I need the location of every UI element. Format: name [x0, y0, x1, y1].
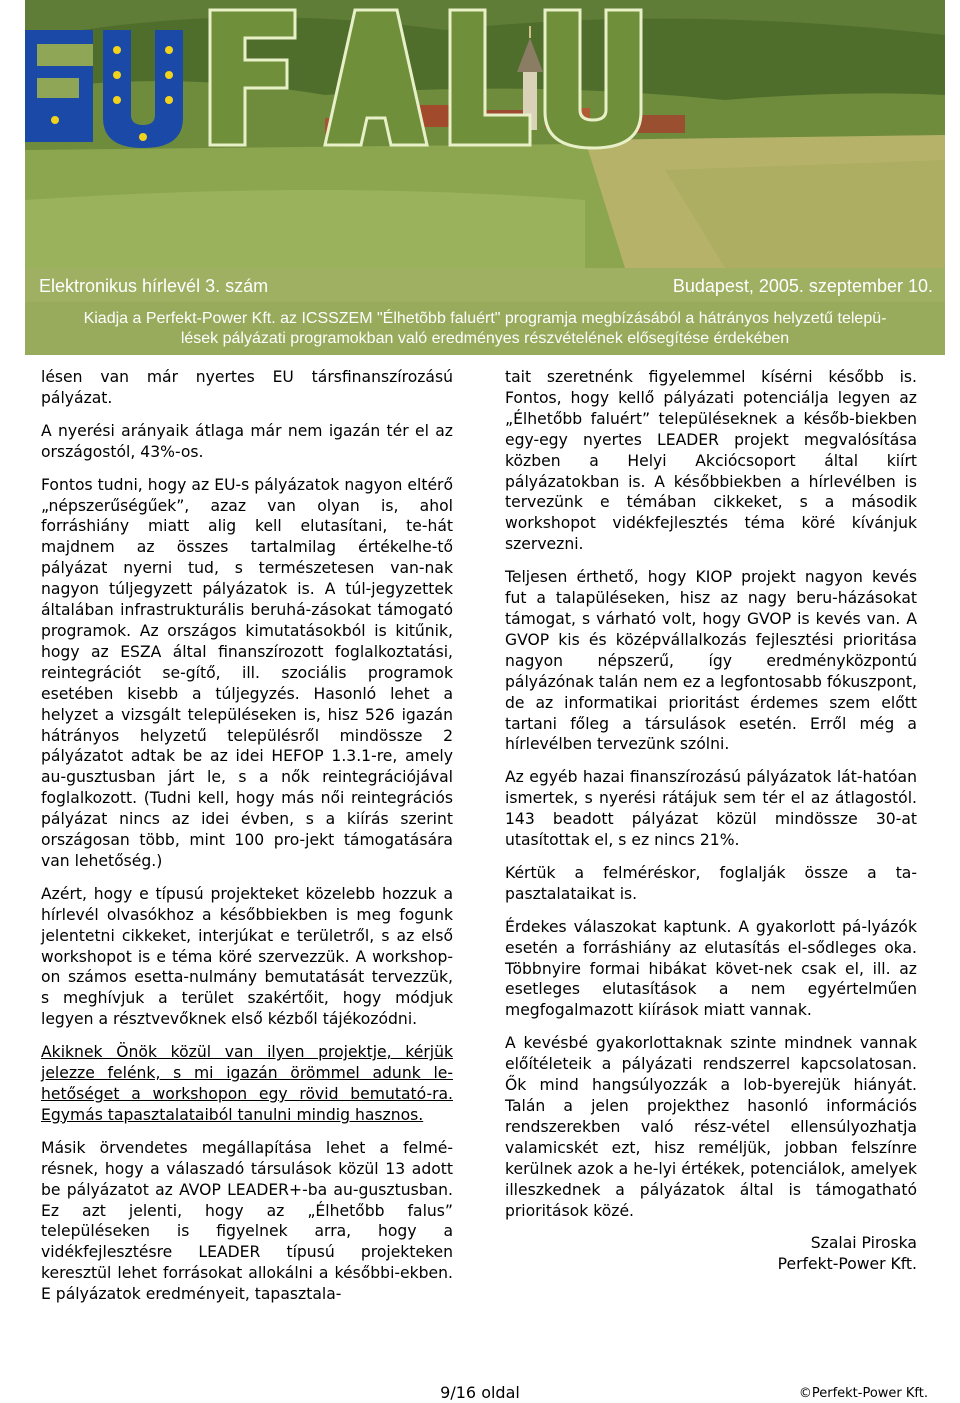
left-column: [41, 367, 453, 1317]
paragraph: Másik örvendetes megállapítása lehet a felmé-résnek, hogy a válaszadó társulások közül 13 adott be pályázatot az AVOP LEADER+-ba au-gusztusban. Ez azt jelenti, hogy az „Élhetőbb falus” településeken is figyelnek arra, hogy a vidékfejlesztésre LEADER típusú projekteken keresztül lehet forrásokat allokálni a későbbi-ekben. E pályázatok eredményeit, tapasztala-: [41, 1138, 453, 1304]
page-number: 9/16 oldal: [440, 1383, 520, 1402]
publisher-line-2: lések pályázati programokban való eredményes részvételének elősegítése érdekében: [180, 330, 790, 347]
workshop-call-paragraph: Akiknek Önök közül van ilyen projektje, kérjük jelezze felénk, s mi igazán örömmel adunk le-hetőséget a workshopon egy rövid bemutató-ra. Egymás tapasztalataiból tanulni mindig hasznos.: [41, 1043, 453, 1124]
right-column: [505, 367, 917, 1275]
author-signature: [505, 1233, 917, 1275]
publisher-line-1: Kiadja a Perfekt-Power Kft. az ICSSZEM "Élhetõbb faluért" programja megbízásából a hátrányos helyzetű telepü-: [83, 310, 887, 327]
copyright-notice: ©Perfekt-Power Kft.: [798, 1386, 928, 1401]
issue-strip: [25, 268, 945, 302]
paragraph: Érdekes válaszokat kaptunk. A gyakorlott pá-lyázók esetén a forráshiány az elutasítás el-sődleges oka. Többnyire formai hibákat követ-nek csak el, ill. az esetleges elutasítások a nem egyértelműen megfogalmazott kiírások miatt vannak.: [505, 917, 917, 1020]
paragraph: A kevésbé gyakorlottaknak szinte mindnek vannak előítéleteik a pályázati rendszerrel kapcsolatosan. Ők mind hangsúlyozzák a lob-byerejük hiányát. Talán a jelen projekthez hasonló információs rendszerekben való rész-vétel ellensúlyozhatja valamicskét ezt, hisz reméljük, jobban felszínre kerülnek azok a he-lyi értékek, potenciálok, amelyek illeszkednek a pályázatok által is támogatható prioritások közé.: [505, 1034, 917, 1220]
paragraph: Fontos tudni, hogy az EU-s pályázatok nagyon eltérő „népszerűségűek”, azaz van olyan is, ahol forráshiány miatt alig kell elutasítani, te-hát majdnem az összes tartalmilag értékelhe-tő pályázat nyerni tud, s természetesen van-nak nagyon túljegyzett pályázatok is. A túl-jegyzettek általában infrastrukturális beruhá-zásokat támogató programok. Az országos kimutatásokból is kitűnik, hogy az ESZA által finanszírozott foglalkoztatási, reintegrációt se-gítő, ill. szociális programok esetében kisebb a túljegyzés. Hasonló lehet a helyzet a vizsgált településeken is, hisz 526 igazán hátrányos helyzetű településről mindössze 2 pályázatot adtak be az idei HEFOP 1.3.1-re, amely au-gusztusban járt le, s a nők reintegrációjával foglalkozott. (Tudni kell, hogy más női reintegrációs pályázat nincs az idei évben, s a kiírás szerint országosan több, mint 100 pro-jekt támogatására van lehetőség.): [41, 475, 453, 870]
author-company: Perfekt-Power Kft.: [777, 1255, 917, 1274]
eu-falu-logo: [25, 0, 675, 150]
author-name: Szalai Piroska: [810, 1234, 917, 1253]
paragraph: Azért, hogy e típusú projekteket közelebb hozzuk a hírlevél olvasókhoz a későbbiekben is meg fogunk jelentetni cikkeket, interjúkat e területről, s az első workshopot is e téma köré szervezzük. A workshop-on számos esetta-nulmány bemutatását tervezzük, s meghívjuk a terület szakértőit, hogy módjuk legyen a résztvevőknek első kézből tájékozódni.: [41, 884, 453, 1029]
publisher-strip: [25, 302, 945, 355]
newsletter-banner: [25, 0, 945, 355]
paragraph: tait szeretnénk figyelemmel kísérni később is. Fontos, hogy kellő pályázati potenciálja legyen az „Élhetőbb faluért” településeknek a későb-biekben egy-egy nyertes LEADER projekt megvalósítása közben a Helyi Akciócsoport által kiírt pályázatokban is. A későbbiekben a hírlevélben is tervezünk e témában cikkeket, s a második workshopot vidékfejlesztés téma köré kívánjuk szervezni.: [505, 368, 917, 554]
village-landscape-photo: [25, 0, 945, 268]
paragraph: Teljesen érthető, hogy KIOP projekt nagyon kevés fut a talapüléseken, hisz az nagy beru-házásokat támogat, s várható volt, hogy GVOP is kevés van. A GVOP kis és középvállalkozás fejlesztési prioritása nagyon népszerű, így eredményközpontú pályázónak talán nem ez a legfontosabb fókuszpont, de az informatikai prioritást érdemes szem előtt tartani főleg a társulások esetén. Erről még a hírlevélben tervezünk szólni.: [505, 568, 917, 754]
paragraph: A nyerési arányaik átlaga már nem igazán tér el az országostól, 43%-os.: [41, 421, 453, 461]
paragraph: Kértük a felméréskor, foglalják össze a ta-pasztalataikat is.: [505, 863, 917, 903]
paragraph: lésen van már nyertes EU társfinanszírozású pályázat.: [41, 368, 453, 407]
paragraph: Az egyéb hazai finanszírozású pályázatok lát-hatóan ismertek, s nyerési rátájuk sem tér el az átlagostól. 143 beadott pályázat közül mindössze 30-at utasítottak el, s ez nincs 21%.: [505, 768, 917, 850]
publisher-note: [25, 309, 945, 349]
issue-date: Budapest, 2005. szeptember 10.: [672, 276, 933, 296]
issue-number: Elektronikus hírlevél 3. szám: [39, 276, 269, 296]
